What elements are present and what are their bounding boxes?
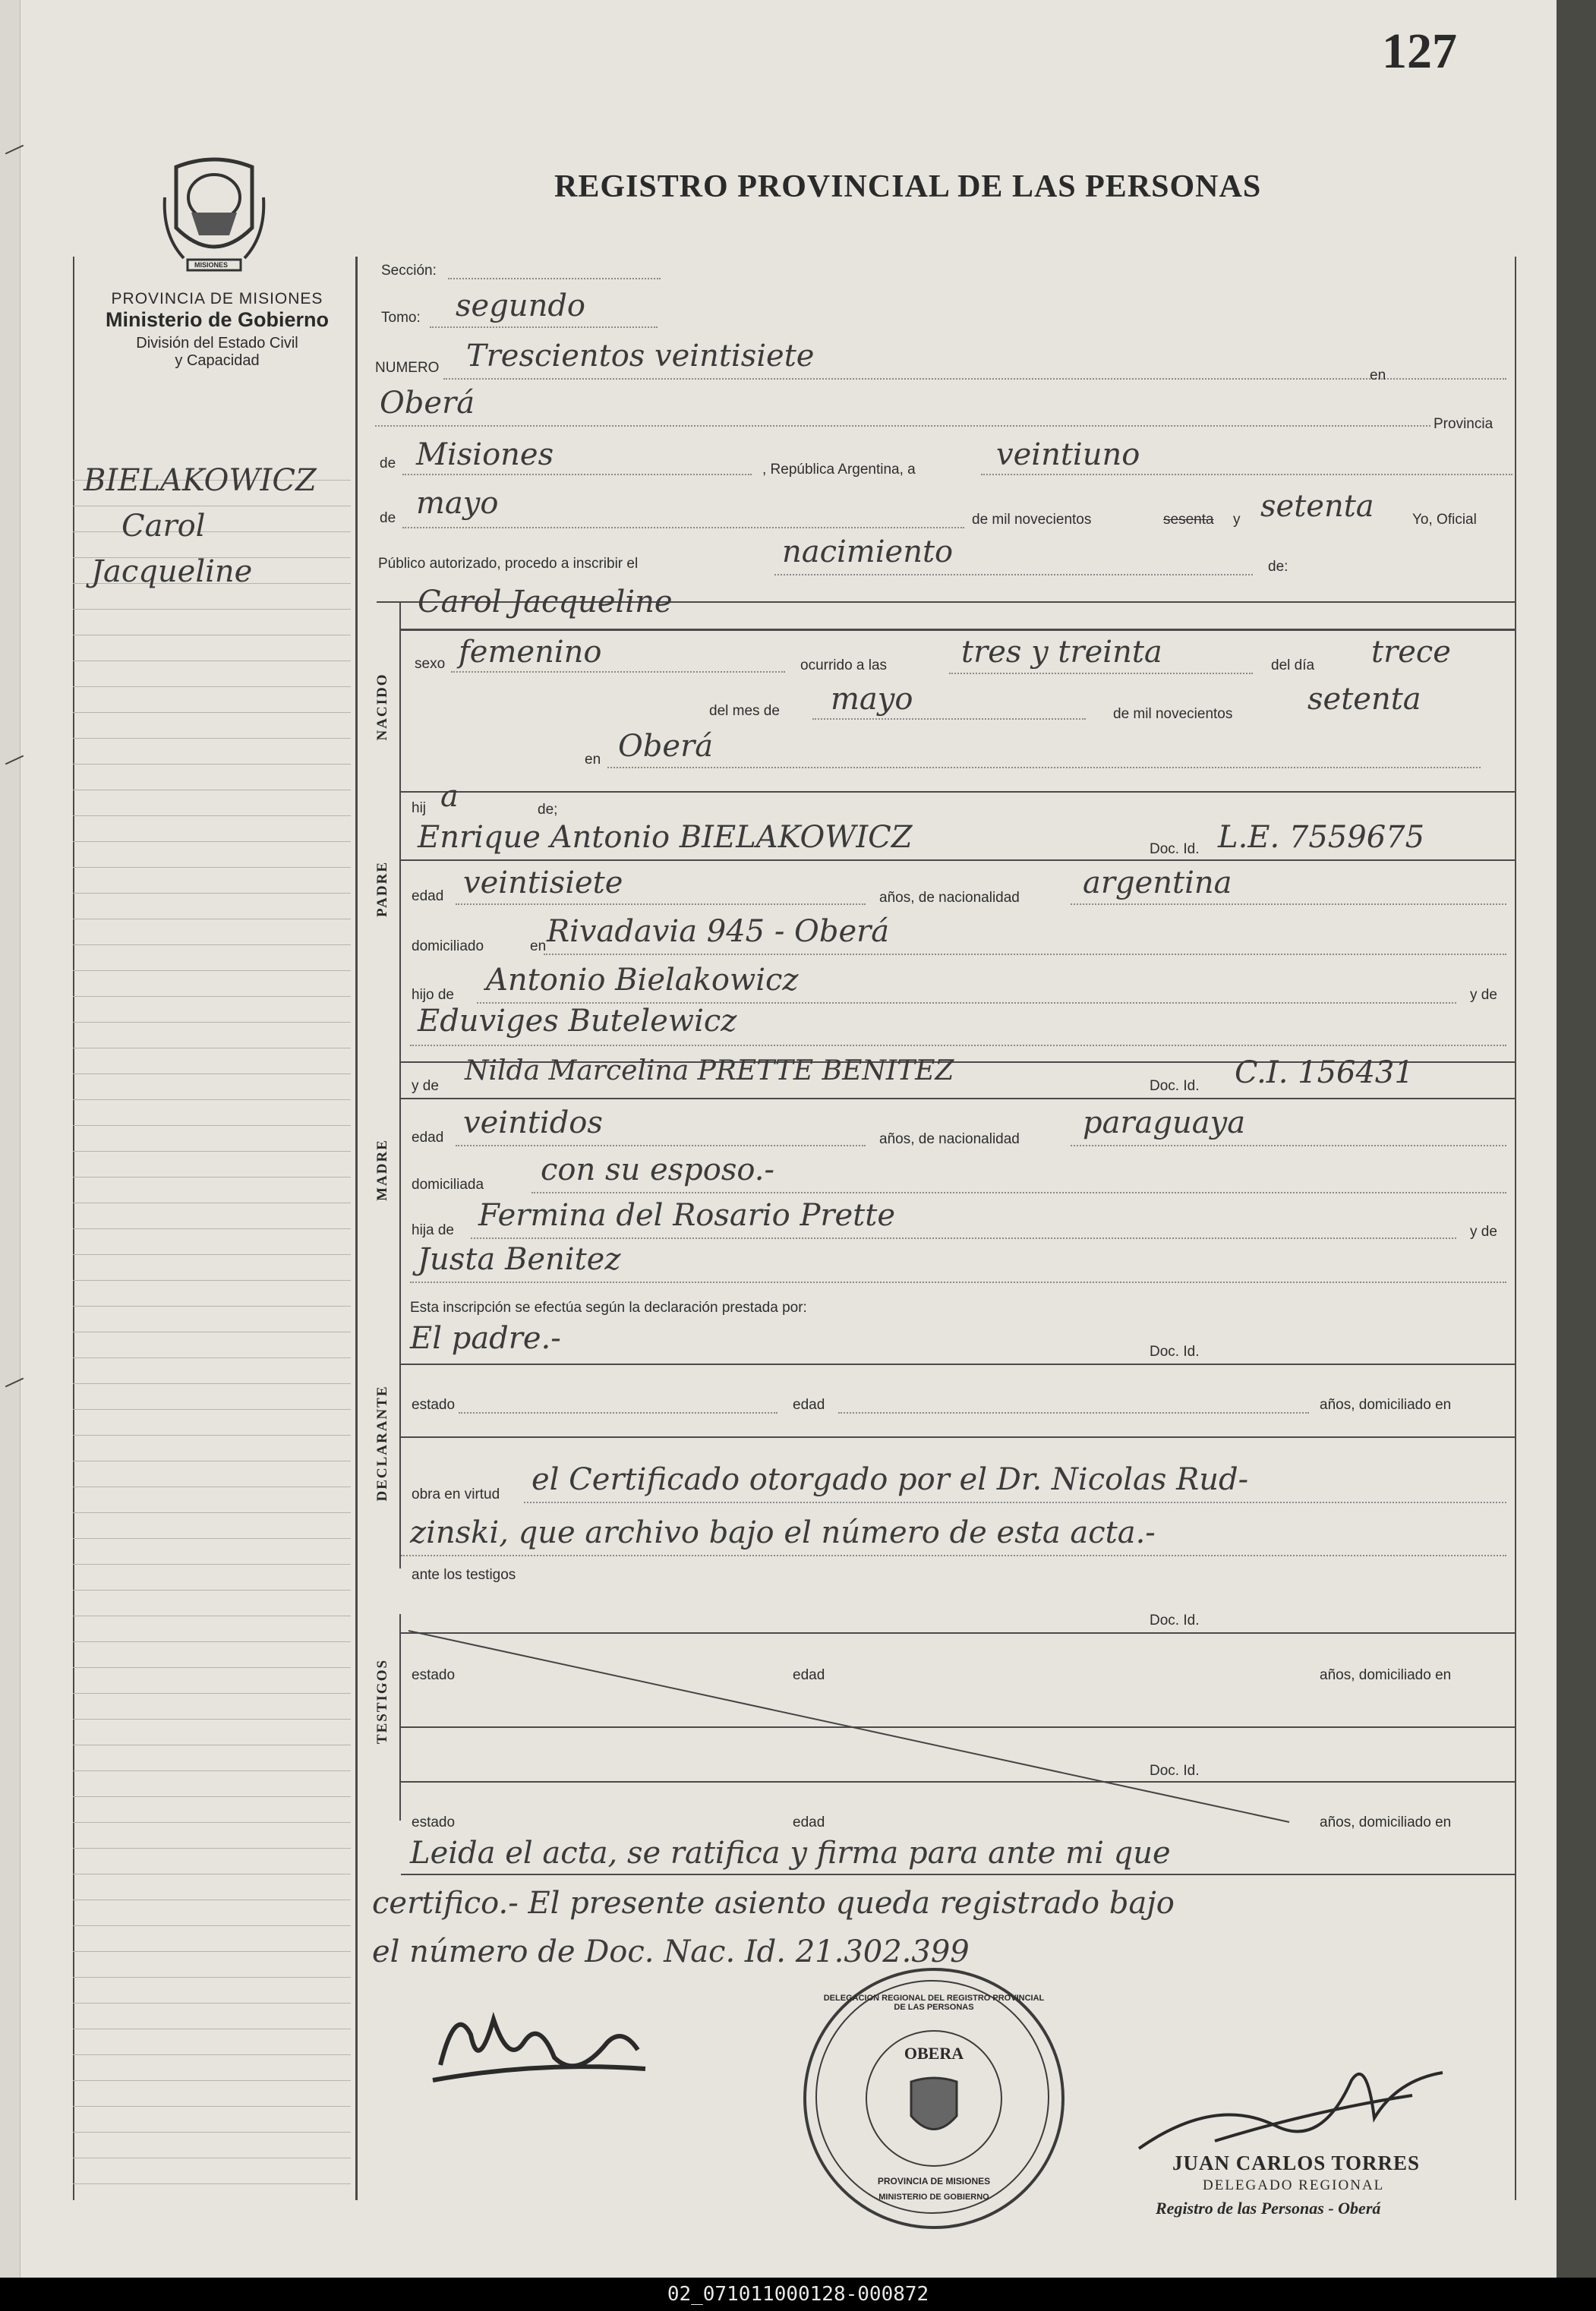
obra-dots2 <box>401 1555 1506 1556</box>
dia-value: trece <box>1371 635 1451 670</box>
margin-ruled-line <box>73 1693 351 1694</box>
margin-ruled-line <box>73 1641 351 1642</box>
dia-acta-line <box>981 474 1512 475</box>
page-number: 127 <box>1382 24 1457 79</box>
page-title: REGISTRO PROVINCIAL DE LAS PERSONAS <box>554 169 1262 204</box>
margin-ruled-line <box>73 970 351 971</box>
padre-dom-value: Rivadavia 945 - Oberá <box>547 914 890 949</box>
tomo-label: Tomo: <box>381 310 421 326</box>
margin-ruled-line <box>73 1848 351 1849</box>
numero-value: Trescientos veintisiete <box>466 339 815 374</box>
margin-ruled-line <box>73 1951 351 1952</box>
provincial-crest-icon <box>161 152 267 273</box>
section-label-madre: MADRE <box>374 1139 390 1201</box>
madre-hija-line <box>471 1237 1456 1239</box>
cierre-line3: el número de Doc. Nac. Id. 21.302.399 <box>372 1934 970 1969</box>
margin-ruled-line <box>73 1512 351 1513</box>
margin-ruled-line <box>73 867 351 868</box>
madre-y-de-label2: y de <box>1470 1224 1497 1240</box>
padre-nombre: Enrique Antonio BIELAKOWICZ <box>418 820 913 855</box>
margin-ruled-line <box>73 815 351 816</box>
margin-ruled-line <box>73 1796 351 1797</box>
ante-label: ante los testigos <box>412 1567 516 1583</box>
margin-ruled-line <box>73 2106 351 2107</box>
madre-nac-label: años, de nacionalidad <box>879 1131 1020 1147</box>
seal-outer-text: DELEGACION REGIONAL DEL REGISTRO PROVINCIAL DE LAS PERSONAS <box>823 1994 1045 2012</box>
padre-nac-value: argentina <box>1083 865 1232 900</box>
de-label: de <box>380 456 396 471</box>
declarant-signature <box>425 1989 653 2095</box>
madre-nac-value: paraguaya <box>1083 1105 1246 1140</box>
form-right-border <box>1515 257 1516 2200</box>
provincia-value: Misiones <box>416 437 554 472</box>
hora-value: tres y treinta <box>961 635 1162 670</box>
madre-dom-value: con su esposo.- <box>541 1152 774 1187</box>
tomo-value: segundo <box>456 288 586 323</box>
cierre-line1: Leida el acta, se ratifica y firma para ante mi que <box>410 1836 1171 1871</box>
margin-ruled-line <box>73 1280 351 1281</box>
testigo2-estado-label: estado <box>412 1814 456 1830</box>
margin-ruled-line <box>73 1151 351 1152</box>
seal-center-text: OBERA <box>904 2044 964 2063</box>
section-label-nacido: NACIDO <box>374 673 390 741</box>
padre-edad-value: veintisiete <box>463 865 623 900</box>
official-seal <box>803 1968 1065 2229</box>
de-semicolon-label: de; <box>538 802 558 818</box>
margin-ruled-line <box>73 1590 351 1591</box>
ministry-name: Ministerio de Gobierno <box>105 308 330 331</box>
declarante-value: El padre.- <box>410 1321 561 1356</box>
section-label-testigos: TESTIGOS <box>374 1658 390 1745</box>
seal-ministry-text: MINISTERIO DE GOBIERNO <box>878 2193 989 2202</box>
margin-surname: BIELAKOWICZ <box>84 463 317 498</box>
section-label-padre: PADRE <box>374 860 390 918</box>
official-title: DELEGADO REGIONAL <box>1203 2177 1385 2193</box>
declarante-edad-label: edad <box>793 1397 825 1413</box>
hora-line <box>949 673 1253 674</box>
de-label2: de <box>380 510 396 526</box>
padre-dom-label: domiciliado <box>412 938 484 954</box>
declarante-dom-line <box>401 1436 1516 1438</box>
padre-madre-value: Eduviges Butelewicz <box>418 1004 737 1039</box>
anio-acta-value: setenta <box>1260 489 1374 524</box>
obra-dots1 <box>524 1502 1506 1503</box>
page-binding <box>0 0 21 2278</box>
madre-hija-value: Fermina del Rosario Prette <box>478 1198 896 1233</box>
padre-hijo-value: Antonio Bielakowicz <box>486 963 799 998</box>
margin-ruled-line <box>73 1254 351 1255</box>
mes-line <box>812 718 1086 720</box>
provincia-line <box>402 474 752 475</box>
testigo1-estado-label: estado <box>412 1667 456 1683</box>
margin-ruled-line <box>73 1306 351 1307</box>
margin-ruled-line <box>73 531 351 532</box>
madre-y-de-label: y de <box>412 1078 439 1094</box>
section-label-declarante: DECLARANTE <box>374 1385 390 1502</box>
declarante-edad-line <box>838 1412 1309 1414</box>
localidad-line <box>375 425 1430 427</box>
testigo1-doc-label: Doc. Id. <box>1150 1613 1200 1628</box>
padre-doc-value: L.E. 7559675 <box>1218 820 1425 855</box>
madre-doc-value: C.I. 156431 <box>1235 1055 1414 1090</box>
madre-madre-line <box>410 1282 1506 1283</box>
testigo1-edad-label: edad <box>793 1667 825 1683</box>
obra-line1: el Certificado otorgado por el Dr. Nicolas Rud- <box>531 1462 1249 1497</box>
margin-ruled-line <box>73 2003 351 2004</box>
margin-ruled-line <box>73 764 351 765</box>
margin-name1: Carol <box>121 509 206 544</box>
margin-right-border <box>355 257 358 2200</box>
margin-ruled-line <box>73 944 351 945</box>
anio-value: setenta <box>1307 682 1421 717</box>
margin-ruled-line <box>73 712 351 713</box>
sexo-line <box>451 671 785 673</box>
declaracion-label: Esta inscripción se efectúa según la declaración prestada por: <box>410 1300 807 1316</box>
margin-ruled-line <box>73 1719 351 1720</box>
margin-ruled-line <box>73 1409 351 1410</box>
y-label: y <box>1233 512 1241 528</box>
seccion-label: Sección: <box>381 263 437 279</box>
numero-line <box>443 378 1506 380</box>
madre-edad-label: edad <box>412 1130 444 1146</box>
padre-nac-line <box>1071 903 1506 905</box>
nombre-line <box>401 629 1516 631</box>
localidad-value: Oberá <box>380 386 475 421</box>
margin-ruled-line <box>73 1125 351 1126</box>
declarante-anos-label: años, domiciliado en <box>1320 1397 1452 1413</box>
madre-edad-line <box>456 1145 866 1146</box>
margin-ruled-line <box>73 893 351 894</box>
sesenta-label: sesenta <box>1163 512 1214 528</box>
testigo2-edad-label: edad <box>793 1814 825 1830</box>
lugar-line <box>607 767 1481 768</box>
padre-nac-label: años, de nacionalidad <box>879 890 1020 906</box>
madre-dom-label: domiciliada <box>412 1177 484 1193</box>
de-mil-nov-label: de mil novecientos <box>1113 706 1233 722</box>
margin-ruled-line <box>73 1383 351 1384</box>
official-office: Registro de las Personas - Oberá <box>1156 2199 1381 2218</box>
cierre-line2: certifico.- El presente asiento queda registrado bajo <box>372 1886 1175 1921</box>
madre-madre-value: Justa Benitez <box>418 1242 621 1277</box>
madre-edad-value: veintidos <box>463 1105 603 1140</box>
seal-bottom-text: PROVINCIA DE MISIONES <box>877 2176 991 2186</box>
margin-ruled-line <box>73 1357 351 1358</box>
testigo2-anos-label: años, domiciliado en <box>1320 1814 1452 1830</box>
sexo-value: femenino <box>459 635 602 670</box>
margin-ruled-line <box>73 1564 351 1565</box>
madre-nombre: Nilda Marcelina PRETTE BENITEZ <box>465 1055 954 1086</box>
margin-ruled-line <box>73 2054 351 2055</box>
section-column-line <box>399 603 401 1569</box>
madre-doc-label: Doc. Id. <box>1150 1078 1200 1094</box>
office-block <box>73 290 361 370</box>
crest-label: MISIONES <box>194 261 229 269</box>
en-lugar-label: en <box>585 752 601 768</box>
padre-dom-en-label: en <box>530 938 547 954</box>
margin-ruled-line <box>73 1667 351 1668</box>
hij-suffix: a <box>440 779 459 814</box>
margin-ruled-line <box>73 1177 351 1178</box>
seccion-line <box>448 278 661 279</box>
hij-label: hij <box>412 800 427 816</box>
madre-nombre-line <box>401 1098 1516 1099</box>
margin-ruled-line <box>73 1022 351 1023</box>
margin-ruled-line <box>73 1925 351 1926</box>
seal-crest-icon <box>904 2074 964 2142</box>
official-name: JUAN CARLOS TORRES <box>1172 2152 1421 2174</box>
margin-ruled-line <box>73 1770 351 1771</box>
mes-value: mayo <box>831 682 913 717</box>
margin-ruled-line <box>73 1538 351 1539</box>
madre-hija-label: hija de <box>412 1222 454 1238</box>
padre-edad-label: edad <box>412 888 444 904</box>
obra-line2: zinski, que archivo bajo el número de esta acta.- <box>410 1515 1156 1550</box>
sexo-label: sexo <box>415 656 446 672</box>
margin-ruled-line <box>73 686 351 687</box>
en-label: en <box>1370 367 1386 383</box>
page-edge-shadow <box>1557 0 1596 2278</box>
declarante-estado-label: estado <box>412 1397 456 1413</box>
official-signature <box>1124 2050 1458 2164</box>
de-colon-label: de: <box>1268 559 1288 575</box>
margin-ruled-line <box>73 1228 351 1229</box>
tomo-line <box>430 326 658 328</box>
publico-label: Público autorizado, procedo a inscribir el <box>378 556 639 572</box>
margin-ruled-line <box>73 2080 351 2081</box>
padre-hijo-label: hijo de <box>412 987 454 1003</box>
province-name: PROVINCIA DE MISIONES <box>111 290 323 307</box>
de-mil-label: de mil novecientos <box>972 512 1092 528</box>
provincia-label: Provincia <box>1434 416 1493 432</box>
del-mes-label: del mes de <box>709 703 780 719</box>
padre-doc-label: Doc. Id. <box>1150 841 1200 857</box>
dia-acta-value: veintiuno <box>996 437 1140 472</box>
ocurrido-label: ocurrido a las <box>800 657 888 673</box>
margin-ruled-line <box>73 1099 351 1100</box>
lugar-value: Oberá <box>618 729 714 764</box>
acto-line <box>774 574 1253 575</box>
numero-label: NUMERO <box>375 360 440 376</box>
declarante-estado-line <box>459 1412 777 1414</box>
rule-nacido-bottom <box>401 791 1516 793</box>
padre-edad-line <box>456 903 866 905</box>
mes-acta-value: mayo <box>416 486 499 521</box>
acto-value: nacimiento <box>782 534 954 569</box>
division-line2: y Capacidad <box>175 352 260 369</box>
division-line1: División del Estado Civil <box>136 335 298 352</box>
padre-y-de-label: y de <box>1470 987 1497 1003</box>
republica-label: , República Argentina, a <box>762 462 916 478</box>
obra-label: obra en virtud <box>412 1487 500 1502</box>
testigo1-anos-label: años, domiciliado en <box>1320 1667 1452 1683</box>
madre-nac-line <box>1071 1145 1506 1146</box>
declarante-doc-label: Doc. Id. <box>1150 1344 1200 1360</box>
margin-ruled-line <box>73 1977 351 1978</box>
margin-ruled-line <box>73 2132 351 2133</box>
margin-ruled-line <box>73 1435 351 1436</box>
margin-ruled-line <box>73 2183 351 2184</box>
margin-ruled-line <box>73 1822 351 1823</box>
margin-ruled-line <box>73 738 351 739</box>
padre-madre-line <box>410 1045 1506 1046</box>
margin-ruled-line <box>73 609 351 610</box>
scan-id-footer: 02_071011000128-000872 <box>0 2278 1596 2311</box>
del-dia-label: del día <box>1271 657 1315 673</box>
testigo2-doc-label: Doc. Id. <box>1150 1763 1200 1779</box>
mes-acta-line <box>402 527 964 528</box>
void-diagonal-line <box>401 1625 1297 1830</box>
cierre-rule1 <box>401 1874 1516 1875</box>
margin-ruled-line <box>73 841 351 842</box>
declarante-line <box>401 1364 1516 1365</box>
padre-nombre-line <box>401 859 1516 861</box>
margin-name2: Jacqueline <box>91 554 253 589</box>
nombre-value: Carol Jacqueline <box>418 585 673 620</box>
padre-dom-line <box>544 954 1506 955</box>
yo-oficial-label: Yo, Oficial <box>1412 512 1477 528</box>
margin-ruled-line <box>73 996 351 997</box>
madre-dom-line <box>531 1192 1506 1193</box>
